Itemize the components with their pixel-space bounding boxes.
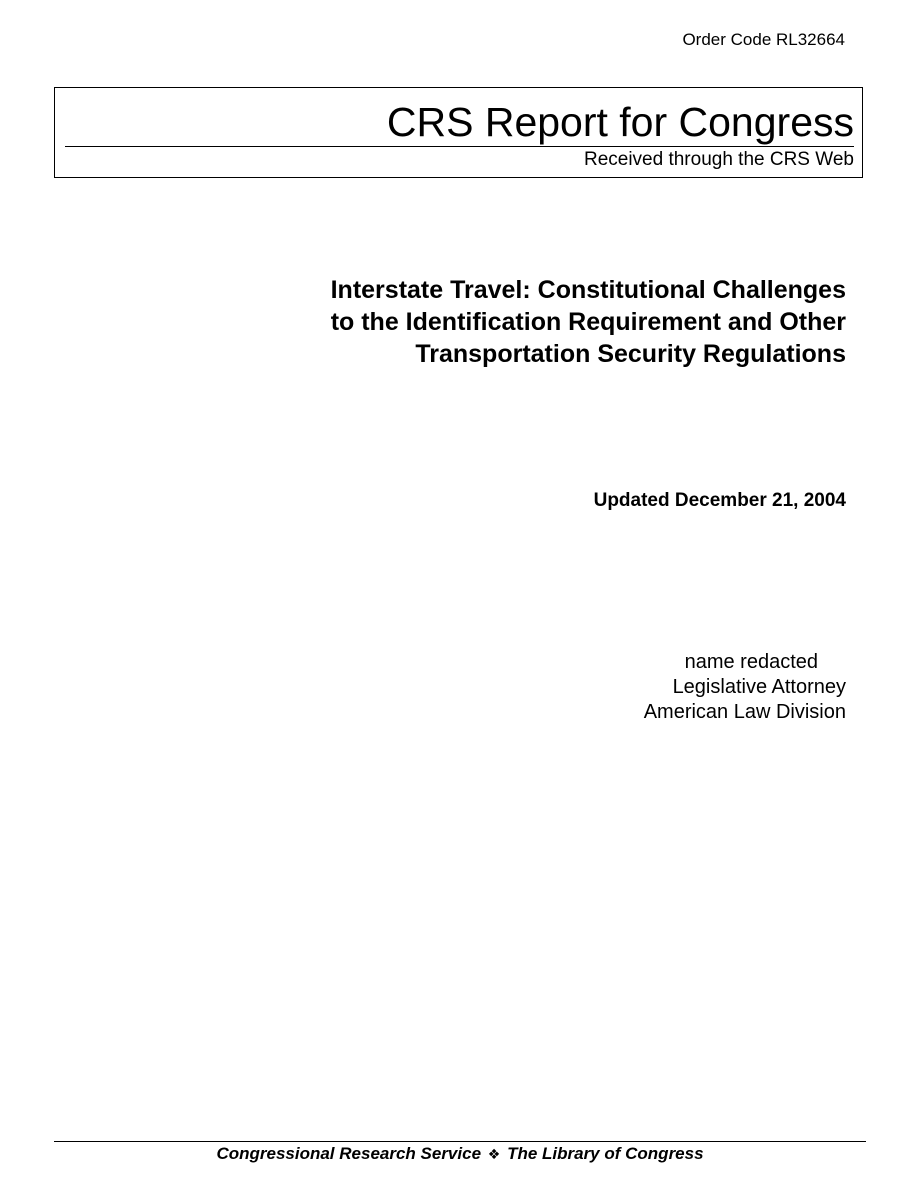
footer-library: The Library of Congress (507, 1144, 704, 1163)
diamond-separator-icon: ❖ (487, 1147, 501, 1163)
report-title-line: Interstate Travel: Constitutional Challenges (330, 276, 846, 304)
author-block (644, 650, 846, 725)
report-title-line: to the Identification Requirement and Other (330, 308, 846, 336)
footer-org: Congressional Research Service (216, 1144, 482, 1163)
footer (54, 1143, 866, 1166)
order-code: Order Code RL32664 (682, 30, 845, 49)
report-series-subtitle: Received through the CRS Web (583, 149, 854, 170)
report-header-box (54, 87, 863, 178)
author-name: name redacted (684, 651, 818, 673)
report-series-title: CRS Report for Congress (386, 99, 854, 145)
author-division: American Law Division (643, 701, 846, 723)
author-position: Legislative Attorney (672, 676, 846, 698)
report-title-line: Transportation Security Regulations (415, 340, 846, 368)
footer-divider (54, 1141, 866, 1142)
header-divider (65, 146, 854, 147)
updated-date: Updated December 21, 2004 (593, 490, 846, 511)
report-title (206, 274, 846, 370)
